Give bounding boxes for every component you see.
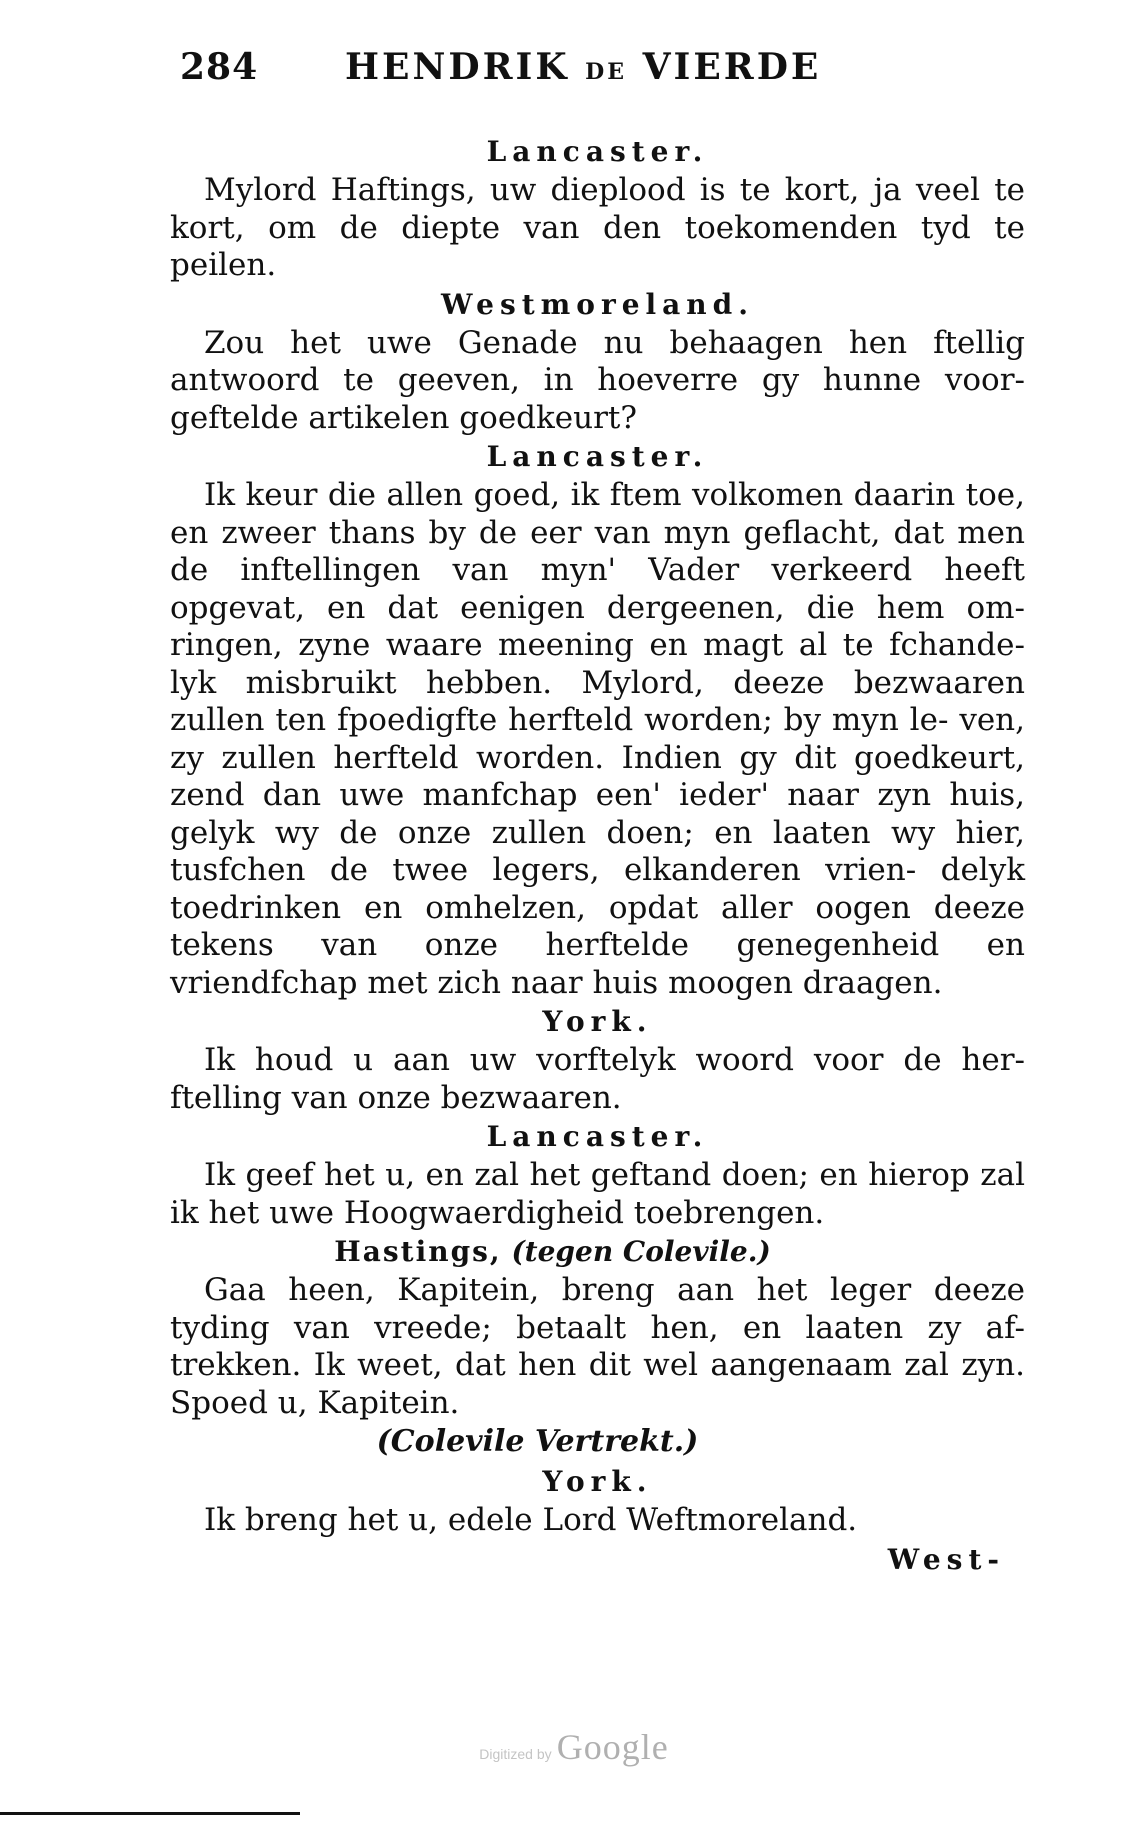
speech-line: delyk toedrinken en omhelzen, opdat aller oogen	[170, 852, 1025, 926]
speech-line: deeze tekens van onze herftelde genegenheid en	[170, 889, 1025, 963]
speech-paragraph	[170, 1502, 1025, 1540]
digitized-watermark	[0, 1726, 1148, 1768]
speaker-heading-with-direction	[170, 1232, 1025, 1272]
speaker-heading: Westmoreland.	[440, 287, 754, 321]
speech-paragraph	[170, 477, 1025, 1002]
speech-line: toe, en zweer thans by de eer van myn geflacht, dat	[170, 477, 1025, 551]
speech-line: Ik houd u aan uw vorftelyk woord voor de her-	[204, 1042, 1025, 1078]
speech-line: Gaa heen, Kapitein, breng aan het leger deeze	[204, 1272, 1025, 1308]
speech-line: te kort, om de diepte van den toekomenden tyd te	[170, 172, 1025, 246]
page-number: 284	[180, 46, 259, 88]
speech-line: geftelde artikelen goedkeurt?	[170, 399, 637, 436]
speaker-heading: Lancaster.	[486, 135, 709, 168]
speaker-name: Hastings,	[334, 1235, 502, 1268]
speech-line: ven, zy zullen herfteld worden. Indien gy dit	[170, 702, 1026, 776]
stage-direction: (Colevile Vertrekt.)	[376, 1424, 699, 1459]
speech-paragraph	[170, 1157, 1025, 1232]
catchword: West-	[887, 1542, 1005, 1576]
speech-line: zal ik het uwe Hoogwaerdigheid toebrengen.	[170, 1157, 1025, 1231]
page-bottom-edge	[0, 1812, 300, 1815]
speech-line: ftelling van onze bezwaaren.	[170, 1079, 622, 1116]
running-title-part2: DE	[585, 59, 628, 85]
speaker-heading: Lancaster.	[486, 1120, 709, 1153]
speech-line: tyding van vreede; betaalt hen, en laaten zy af-	[170, 1309, 1025, 1346]
speech-line: zyn. Spoed u, Kapitein.	[170, 1347, 1025, 1421]
running-title	[345, 46, 821, 88]
speech-line: Ik geef het u, en zal het geftand doen; en hierop	[204, 1157, 970, 1193]
speech-paragraph	[170, 1272, 1025, 1422]
speech-line: peilen.	[170, 247, 277, 283]
watermark-small-text: Digitized by	[479, 1746, 552, 1762]
speech-line: zyn huis, gelyk wy de onze zullen doen; en laaten	[170, 777, 1026, 851]
speaker-heading: Lancaster.	[486, 440, 709, 473]
speaker-heading: York.	[542, 1005, 653, 1038]
watermark-logo-text: Google	[556, 1727, 669, 1767]
speech-paragraph	[170, 325, 1025, 438]
running-title-part1: HENDRIK	[345, 46, 570, 88]
speaker-direction: (tegen Colevile.)	[511, 1235, 771, 1268]
speech-line: Ik breng het u, edele Lord Weftmoreland.	[204, 1502, 858, 1538]
speech-line: trekken. Ik weet, dat hen dit wel aangenaam zal	[170, 1347, 949, 1383]
speech-line: wy hier, tusfchen de twee legers, elkanderen vrien-	[170, 814, 1025, 888]
speech-paragraph	[170, 172, 1025, 285]
body-text	[170, 132, 1025, 1580]
page-header	[180, 46, 900, 106]
speech-line: ringen, zyne waare meening en magt al te fchande-	[170, 627, 1025, 663]
speaker-heading: York.	[542, 1465, 653, 1498]
speech-line: Zou het uwe Genade nu behaagen hen ftellig	[204, 324, 1025, 361]
speech-line: zullen ten fpoedigfte herfteld worden; by myn le-	[170, 702, 949, 738]
speech-paragraph	[170, 1042, 1025, 1117]
speech-line: antwoord te geeven, in hoeverre gy hunne voor-	[170, 362, 1025, 398]
speech-line: Mylord Haftings, uw dieplood is te kort, ja veel	[204, 172, 980, 208]
speech-line: vriendfchap met zich naar huis moogen draagen.	[170, 964, 943, 1001]
running-title-part3: VIERDE	[642, 46, 822, 88]
speech-line: Ik keur die allen goed, ik ftem volkomen daarin	[204, 477, 956, 513]
speech-line: lyk misbruikt hebben. Mylord, deeze bezwaaren	[170, 664, 1025, 701]
speech-line: men de inftellingen van myn' Vader verkeerd heeft	[170, 514, 1025, 588]
speech-line: goedkeurt, zend dan uwe manfchap een' ieder' naar	[170, 739, 1025, 813]
speech-line: opgevat, en dat eenigen dergeenen, die hem om-	[170, 589, 1025, 626]
